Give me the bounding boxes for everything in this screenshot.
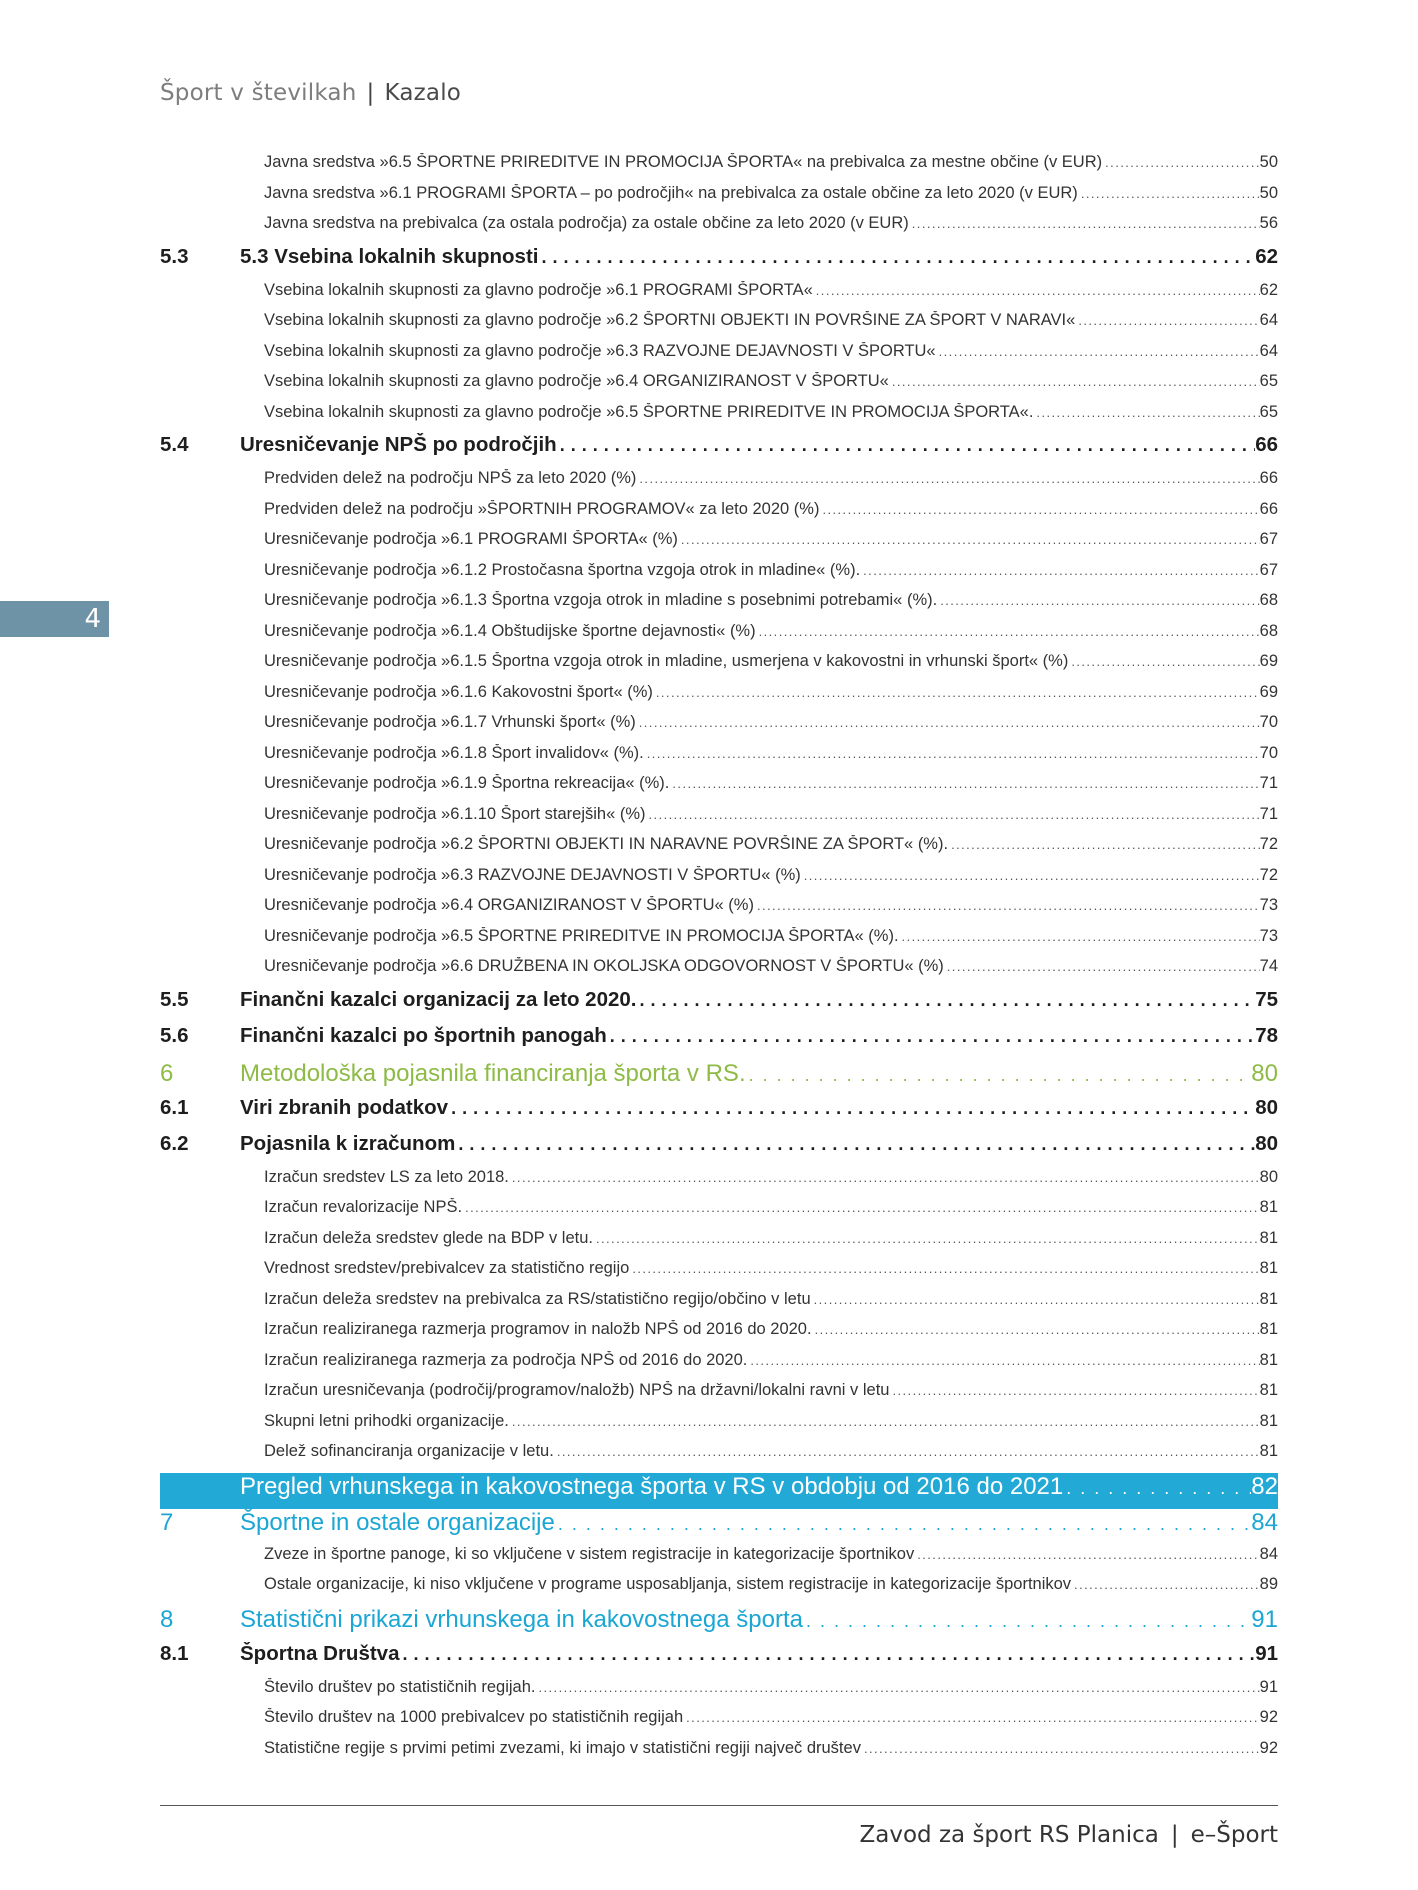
toc-entry-page: 91 [1255,1641,1278,1665]
footer-divider [160,1805,1278,1806]
toc-entry-page: 62 [1255,244,1278,268]
toc-entry[interactable] [160,342,1278,373]
toc-entry-title: Uresničevanje področja »6.1.4 Obštudijske športne dejavnosti« (%) [264,621,756,640]
toc-entry[interactable] [160,1351,1278,1382]
toc-entry-page: 69 [1259,682,1278,701]
toc-entry[interactable] [160,1229,1278,1260]
side-tab-number: 4 [84,604,101,634]
toc-entry-page: 81 [1259,1259,1278,1277]
toc-entry-title: Javna sredstva na prebivalca (za ostala področja) za ostale občine za leto 2020 (v EUR) [264,214,909,232]
toc-leader-dots [448,1098,1255,1119]
toc-leader-dots [1078,186,1260,201]
toc-entry-page: 91 [1259,1677,1278,1696]
toc-leader-dots [1068,654,1259,669]
toc-entry[interactable] [160,281,1278,312]
toc-entry-title: Viri zbranih podatkov [240,1095,449,1119]
toc-entry-page: 67 [1259,560,1278,579]
toc-entry[interactable] [160,1545,1278,1576]
toc-entry[interactable] [160,372,1278,403]
toc-leader-dots [811,1292,1260,1307]
toc-entry-title: Statistične regije s prvimi petimi zvezami, ki imajo v statistični regiji največ društev [264,1738,861,1757]
toc-entry-page: 84 [1251,1508,1278,1536]
toc-entry-page: 80 [1255,1131,1278,1155]
toc-entry-page: 64 [1259,311,1278,329]
toc-entry-page: 80 [1251,1059,1278,1087]
header-separator: | [366,80,375,106]
toc-entry[interactable] [160,683,1278,714]
toc-leader-dots [754,898,1260,913]
toc-entry[interactable] [160,927,1278,958]
toc-entry-title: Uresničevanje področja »6.6 DRUŽBENA IN OKOLJSKA ODGOVORNOST V ŠPORTU« (%) [264,957,944,975]
toc-entry-title: Metodološka pojasnila financiranja športa v RS. [240,1059,746,1087]
toc-leader-dots [819,502,1259,517]
toc-entry-page: 64 [1259,341,1278,360]
running-header [160,80,461,106]
toc-entry[interactable] [160,184,1278,215]
toc-entry[interactable] [160,622,1278,653]
toc-entry-title: Skupni letni prihodki organizacije. [264,1411,509,1430]
toc-entry[interactable] [160,1442,1278,1473]
toc-leader-dots [593,1231,1260,1246]
toc-entry-title: Izračun deleža sredstev na prebivalca za RS/statistično regijo/občino v letu [264,1289,811,1308]
toc-entry-page: 73 [1259,926,1278,945]
toc-leader-dots [636,715,1260,730]
toc-entry-title: Izračun revalorizacije NPŠ. [264,1198,463,1216]
toc-entry[interactable] [160,1168,1278,1199]
toc-leader-dots [889,1383,1259,1398]
toc-entry-number: 6.2 [160,1131,189,1155]
toc-entry[interactable] [160,805,1278,836]
toc-entry-page: 65 [1259,372,1278,390]
header-section: Šport v številkah [160,80,357,106]
toc-entry-page: 81 [1259,1350,1278,1369]
toc-leader-dots [909,216,1260,231]
toc-entry[interactable] [160,744,1278,775]
toc-leader-dots [936,344,1260,359]
toc-leader-dots [813,283,1260,298]
toc-entry-title: Uresničevanje področja »6.4 ORGANIZIRANOST V ŠPORTU« (%) [264,896,754,914]
toc-entry[interactable] [160,1412,1278,1443]
toc-leader-dots [1063,1478,1251,1499]
toc-entry-page: 72 [1259,865,1278,884]
toc-entry[interactable] [160,957,1278,988]
toc-entry-page: 50 [1259,153,1278,171]
toc-entry[interactable] [160,153,1278,184]
toc-entry-title: Uresničevanje področja »6.5 ŠPORTNE PRIREDITVE IN PROMOCIJA ŠPORTA« (%). [264,926,899,945]
toc-entry[interactable] [160,1642,1278,1678]
toc-entry-number: 5.5 [160,987,189,1011]
toc-leader-dots [636,471,1259,486]
toc-entry-title: Uresničevanje področja »6.1.3 Športna vzgoja otrok in mladine s posebnimi potrebami« (%). [264,591,938,609]
toc-entry-page: 66 [1255,433,1278,456]
toc-leader-dots [607,1026,1255,1047]
toc-entry-page: 80 [1255,1095,1278,1119]
toc-leader-dots [801,868,1260,883]
toc-entry-page: 66 [1259,499,1278,518]
toc-entry-title: Statistični prikazi vrhunskega in kakovostnega športa [240,1605,803,1633]
toc-entry-title: Vsebina lokalnih skupnosti za glavno področje »6.1 PROGRAMI ŠPORTA« [264,280,813,299]
toc-entry-number: 5.3 [160,244,189,268]
toc-entry-title: Zveze in športne panoge, ki so vključene v sistem registracije in kategorizacije športnikov [264,1544,915,1563]
toc-entry[interactable] [160,561,1278,592]
toc-leader-dots [937,593,1259,608]
toc-entry-page: 81 [1259,1381,1278,1399]
toc-entry-title: Javna sredstva »6.1 PROGRAMI ŠPORTA – po področjih« na prebivalca za ostale občine za leto 2020 (v EUR) [264,183,1078,202]
toc-leader-dots [669,776,1259,791]
toc-entry-title: Uresničevanje področja »6.1.9 Športna rekreacija« (%). [264,774,670,792]
toc-entry[interactable] [160,652,1278,683]
chapter-side-tab [0,601,109,637]
toc-entry-page: 74 [1259,957,1278,975]
toc-entry-page: 65 [1259,402,1278,421]
toc-entry-title: Uresničevanje področja »6.3 RAZVOJNE DEJAVNOSTI V ŠPORTU« (%) [264,865,801,884]
footer-publisher: Zavod za šport RS Planica [859,1822,1159,1848]
toc-leader-dots [1075,313,1259,328]
toc-entry-page: 81 [1259,1289,1278,1308]
toc-entry-title: Število društev na 1000 prebivalcev po statističnih regijah [264,1708,684,1726]
toc-entry-title: Izračun realiziranega razmerja za področja NPŠ od 2016 do 2020. [264,1350,748,1369]
toc-leader-dots [644,746,1260,761]
toc-entry-number: 8 [160,1605,174,1633]
toc-leader-dots [509,1414,1260,1429]
footer-product: e–Šport [1190,1822,1278,1848]
toc-leader-dots [1071,1577,1260,1592]
toc-entry-number: 5.6 [160,1023,189,1047]
toc-entry[interactable] [160,1024,1278,1060]
toc-entry[interactable] [160,1509,1278,1545]
toc-entry-page: 69 [1259,652,1278,670]
toc-entry[interactable] [160,403,1278,434]
toc-entry-title: Uresničevanje področja »6.1.7 Vrhunski šport« (%) [264,713,636,731]
toc-leader-dots [861,1741,1260,1756]
toc-entry-title: Vsebina lokalnih skupnosti za glavno področje »6.5 ŠPORTNE PRIREDITVE IN PROMOCIJA ŠPORTA«. [264,402,1034,421]
toc-leader-dots [899,929,1260,944]
toc-entry-page: 84 [1259,1544,1278,1563]
toc-entry[interactable] [160,896,1278,927]
toc-entry[interactable] [160,1320,1278,1351]
toc-entry-number: 8.1 [160,1641,189,1665]
toc-leader-dots [557,435,1255,456]
toc-leader-dots [812,1322,1260,1337]
toc-entry-title: Finančni kazalci organizacij za leto 2020. [240,987,637,1011]
toc-entry-number: 6 [160,1059,174,1087]
toc-entry-page: 91 [1251,1605,1278,1633]
toc-entry-title: Uresničevanje področja »6.1.10 Šport starejših« (%) [264,804,646,823]
toc-entry-page: 68 [1259,621,1278,640]
toc-entry[interactable] [160,988,1278,1024]
toc-leader-dots [646,807,1260,822]
toc-entry-page: 68 [1259,591,1278,609]
toc-entry-page: 75 [1255,987,1278,1011]
toc-entry-page: 78 [1255,1023,1278,1047]
toc-entry-title: Javna sredstva »6.5 ŠPORTNE PRIREDITVE IN PROMOCIJA ŠPORTA« na prebivalca za mestne občine (v EUR) [264,153,1103,171]
toc-leader-dots [948,837,1260,852]
toc-entry-title: Predviden delež na področju »ŠPORTNIH PROGRAMOV« za leto 2020 (%) [264,499,820,518]
toc-entry-page: 81 [1259,1320,1278,1338]
toc-entry-title: Pojasnila k izračunom [240,1131,456,1155]
toc-entry-title: Uresničevanje področja »6.1.6 Kakovostni šport« (%) [264,682,653,701]
toc-entry[interactable] [160,1575,1278,1606]
toc-entry-title: Izračun uresničevanja (področij/programov/naložb) NPŠ na državni/lokalni ravni v letu [264,1381,890,1399]
toc-entry[interactable] [160,500,1278,531]
toc-entry[interactable] [160,774,1278,805]
toc-entry-title: Predviden delež na področju NPŠ za leto 2020 (%) [264,469,637,487]
toc-leader-dots [462,1200,1260,1215]
toc-entry-title: Delež sofinanciranja organizacije v letu. [264,1442,554,1460]
toc-entry[interactable] [160,866,1278,897]
toc-entry-title: Uresničevanje področja »6.1.8 Šport invalidov« (%). [264,743,644,762]
toc-entry-page: 67 [1259,530,1278,548]
toc-leader-dots [747,1353,1259,1368]
toc-leader-dots [554,1444,1260,1459]
toc-entry[interactable] [160,1606,1278,1642]
toc-leader-dots [555,1514,1251,1535]
toc-entry-title: Uresničevanje področja »6.1 PROGRAMI ŠPORTA« (%) [264,530,678,548]
toc-entry-page: 73 [1259,896,1278,914]
toc-entry-page: 82 [1251,1472,1278,1500]
toc-entry-page: 70 [1259,743,1278,762]
toc-entry[interactable] [160,1198,1278,1229]
toc-entry-page: 92 [1259,1738,1278,1757]
toc-entry-title: Izračun deleža sredstev glede na BDP v letu. [264,1228,593,1247]
toc-entry[interactable] [160,835,1278,866]
table-of-contents [160,153,1278,1769]
toc-entry-title: Ostale organizacije, ki niso vključene v programe usposabljanja, sistem registracije in kategorizacije športnikov [264,1575,1072,1593]
toc-entry-title: Izračun realiziranega razmerja programov in naložb NPŠ od 2016 do 2020. [264,1320,812,1338]
toc-entry[interactable] [160,311,1278,342]
toc-leader-dots [538,247,1255,268]
toc-entry[interactable] [160,433,1278,469]
toc-entry-page: 66 [1259,469,1278,487]
toc-entry[interactable] [160,1096,1278,1132]
toc-entry-title: Uresničevanje področja »6.1.2 Prostočasna športna vzgoja otrok in mladine« (%). [264,560,861,579]
toc-entry-page: 81 [1259,1442,1278,1460]
header-chapter: Kazalo [384,80,462,106]
toc-entry-title: Vsebina lokalnih skupnosti za glavno področje »6.2 ŠPORTNI OBJEKTI IN POVRŠINE ZA ŠPORT V NARAVI« [264,311,1076,329]
toc-leader-dots [756,624,1260,639]
toc-entry[interactable] [160,1290,1278,1321]
toc-entry-page: 92 [1259,1708,1278,1726]
toc-entry-title: Športna Društva [240,1641,400,1665]
toc-entry[interactable] [160,713,1278,744]
toc-entry-title: Vsebina lokalnih skupnosti za glavno področje »6.3 RAZVOJNE DEJAVNOSTI V ŠPORTU« [264,341,936,360]
running-footer [860,1822,1278,1848]
toc-entry-title: Finančni kazalci po športnih panogah [240,1023,607,1047]
toc-leader-dots [914,1547,1259,1562]
toc-entry-title: Vsebina lokalnih skupnosti za glavno področje »6.4 ORGANIZIRANOST V ŠPORTU« [264,372,889,390]
toc-leader-dots [637,990,1256,1011]
toc-entry-title: Športne in ostale organizacije [240,1508,555,1536]
toc-leader-dots [803,1611,1251,1632]
footer-separator: | [1170,1822,1179,1848]
toc-entry-title: Število društev po statističnih regijah. [264,1677,536,1696]
toc-leader-dots [653,685,1260,700]
toc-entry[interactable] [160,1060,1278,1096]
toc-entry-title: Uresničevanje področja »6.1.5 Športna vzgoja otrok in mladine, usmerjena v kakovostni in vrhunski šport« (%) [264,652,1069,670]
toc-leader-dots [889,374,1260,389]
toc-leader-dots [860,563,1259,578]
toc-entry-page: 80 [1259,1167,1278,1186]
toc-leader-dots [683,1710,1259,1725]
toc-leader-dots [455,1134,1255,1155]
toc-entry-page: 81 [1259,1411,1278,1430]
toc-entry[interactable] [160,245,1278,281]
toc-entry-page: 81 [1259,1228,1278,1247]
toc-entry-number: 5.4 [160,433,189,456]
toc-leader-dots [944,959,1260,974]
toc-entry[interactable] [160,530,1278,561]
toc-entry-number: 6.1 [160,1095,189,1119]
toc-entry[interactable] [160,1381,1278,1412]
toc-entry[interactable] [160,1739,1278,1770]
toc-entry[interactable] [160,469,1278,500]
toc-entry[interactable] [160,1473,1278,1509]
toc-entry-page: 81 [1259,1198,1278,1216]
toc-leader-dots [509,1170,1260,1185]
toc-entry-page: 62 [1259,280,1278,299]
toc-entry[interactable] [160,1678,1278,1709]
toc-entry[interactable] [160,1708,1278,1739]
toc-entry[interactable] [160,1259,1278,1290]
toc-leader-dots [1033,405,1259,420]
toc-entry-page: 50 [1259,183,1278,202]
toc-entry[interactable] [160,1132,1278,1168]
toc-entry-page: 71 [1259,804,1278,823]
toc-entry-number: 7 [160,1508,174,1536]
toc-entry-title: Uresničevanje NPŠ po področjih [240,433,557,456]
toc-leader-dots [746,1065,1252,1086]
toc-entry-title: Vrednost sredstev/prebivalcev za statistično regijo [264,1259,630,1277]
toc-leader-dots [629,1261,1259,1276]
toc-entry[interactable] [160,214,1278,245]
toc-entry-title: Uresničevanje področja »6.2 ŠPORTNI OBJEKTI IN NARAVNE POVRŠINE ZA ŠPORT« (%). [264,835,949,853]
toc-entry-page: 56 [1259,214,1278,232]
toc-entry-page: 71 [1259,774,1278,792]
toc-entry-page: 89 [1259,1575,1278,1593]
toc-leader-dots [1102,155,1260,170]
toc-entry-page: 72 [1259,835,1278,853]
toc-entry-title: Izračun sredstev LS za leto 2018. [264,1167,509,1186]
toc-leader-dots [399,1644,1255,1665]
toc-entry-page: 70 [1259,713,1278,731]
toc-leader-dots [678,532,1260,547]
toc-entry-title: 5.3 Vsebina lokalnih skupnosti [240,244,539,268]
toc-leader-dots [535,1680,1259,1695]
toc-entry-title: Pregled vrhunskega in kakovostnega športa v RS v obdobju od 2016 do 2021 [240,1472,1064,1500]
toc-entry[interactable] [160,591,1278,622]
